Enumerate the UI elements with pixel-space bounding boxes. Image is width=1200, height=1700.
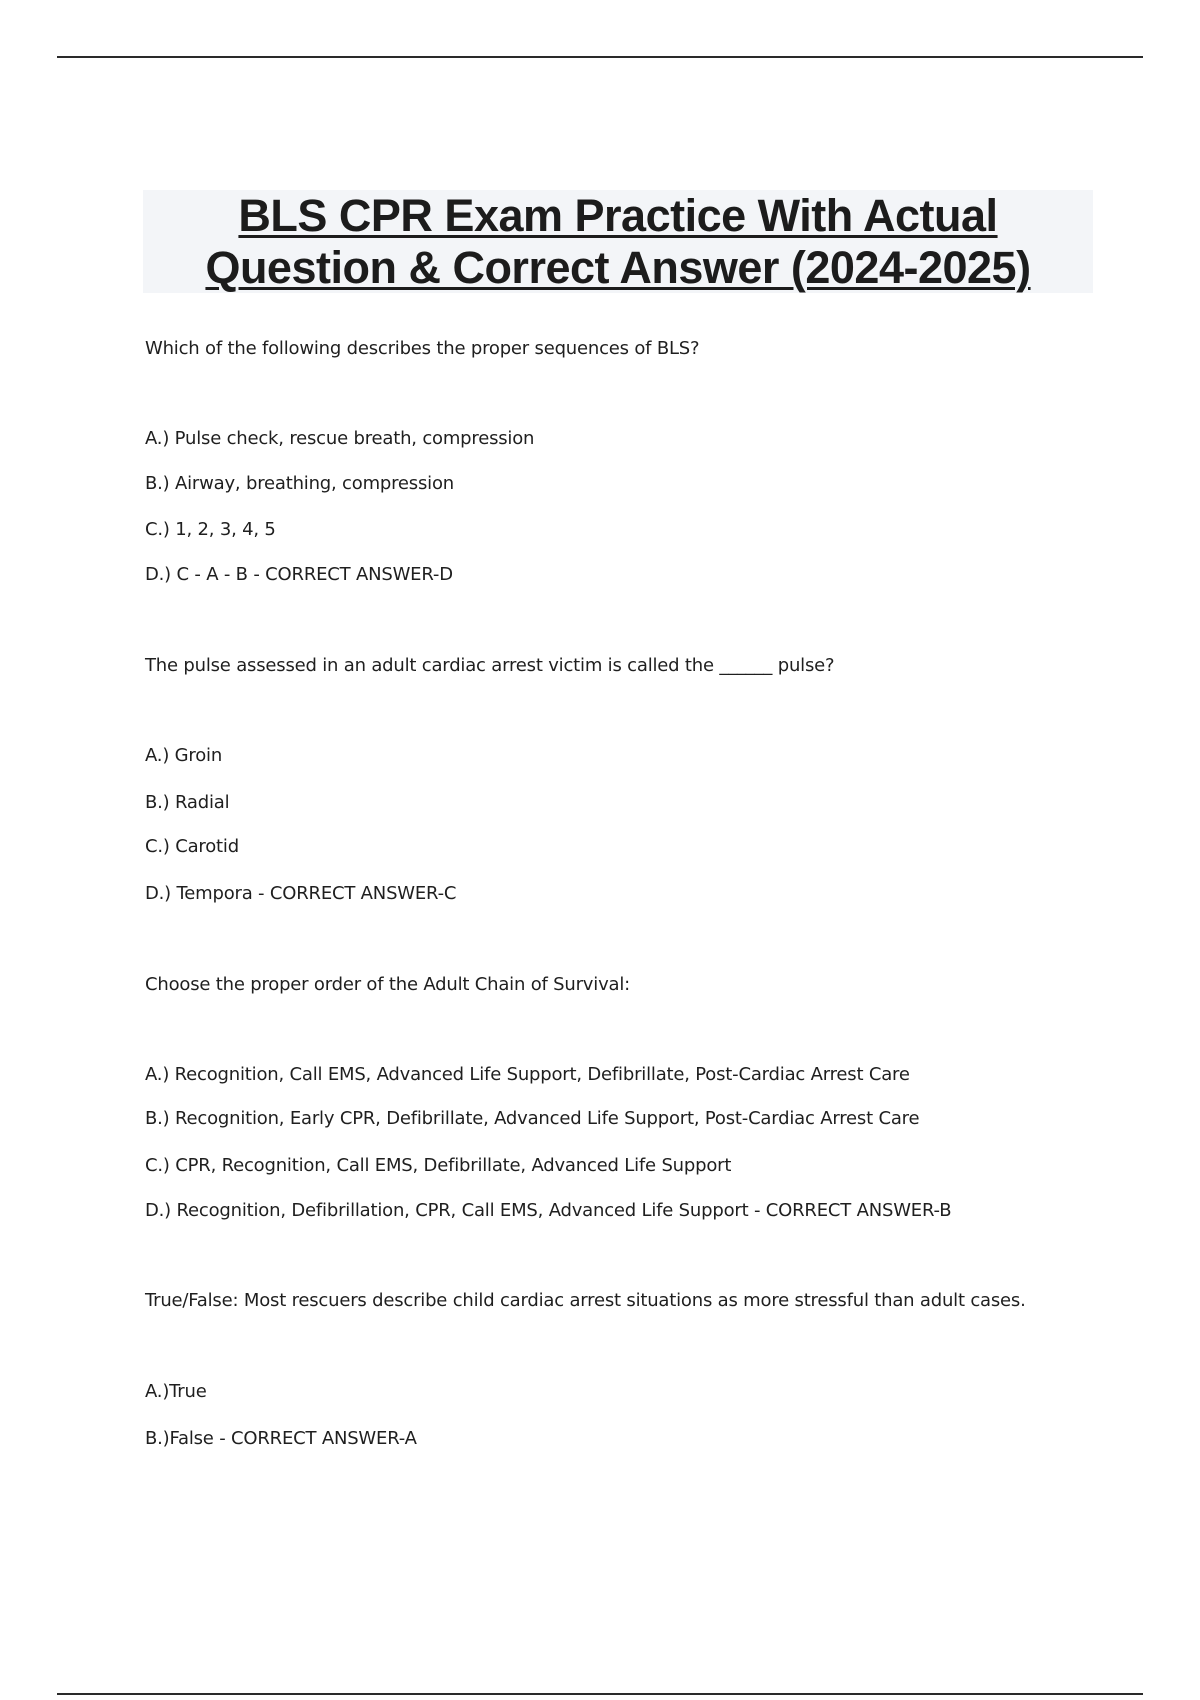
question-1-option-b: B.) Airway, breathing, compression bbox=[145, 473, 454, 494]
question-3-option-c: C.) CPR, Recognition, Call EMS, Defibrillate, Advanced Life Support bbox=[145, 1155, 732, 1176]
header-rule bbox=[57, 56, 1143, 58]
question-3-option-a: A.) Recognition, Call EMS, Advanced Life Support, Defibrillate, Post-Cardiac Arrest Care bbox=[145, 1064, 910, 1085]
question-4-option-a: A.)True bbox=[145, 1381, 207, 1402]
question-3-text: Choose the proper order of the Adult Chain of Survival: bbox=[145, 974, 631, 995]
question-1-option-c: C.) 1, 2, 3, 4, 5 bbox=[145, 519, 276, 540]
question-2-option-c: C.) Carotid bbox=[145, 836, 239, 857]
question-2-text: The pulse assessed in an adult cardiac arrest victim is called the ______ pulse? bbox=[145, 655, 835, 676]
document-title bbox=[143, 190, 1093, 294]
title-line-2: Question & Correct Answer (2024-2025) bbox=[205, 242, 1031, 293]
question-3-option-d: D.) Recognition, Defibrillation, CPR, Call EMS, Advanced Life Support - CORRECT ANSWER-B bbox=[145, 1200, 952, 1221]
question-2-option-b: B.) Radial bbox=[145, 792, 230, 813]
title-line-1: BLS CPR Exam Practice With Actual bbox=[238, 190, 998, 241]
question-1-option-a: A.) Pulse check, rescue breath, compression bbox=[145, 428, 535, 449]
question-2-option-a: A.) Groin bbox=[145, 745, 223, 766]
question-2-option-d: D.) Tempora - CORRECT ANSWER-C bbox=[145, 883, 457, 904]
question-3-option-b: B.) Recognition, Early CPR, Defibrillate, Advanced Life Support, Post-Cardiac Arrest Care bbox=[145, 1108, 920, 1129]
question-1-option-d: D.) C - A - B - CORRECT ANSWER-D bbox=[145, 564, 453, 585]
question-4-text: True/False: Most rescuers describe child cardiac arrest situations as more stressful than adult cases. bbox=[145, 1290, 1026, 1311]
footer-rule bbox=[57, 1693, 1143, 1695]
question-1-text: Which of the following describes the proper sequences of BLS? bbox=[145, 338, 700, 359]
question-4-option-b: B.)False - CORRECT ANSWER-A bbox=[145, 1428, 417, 1449]
